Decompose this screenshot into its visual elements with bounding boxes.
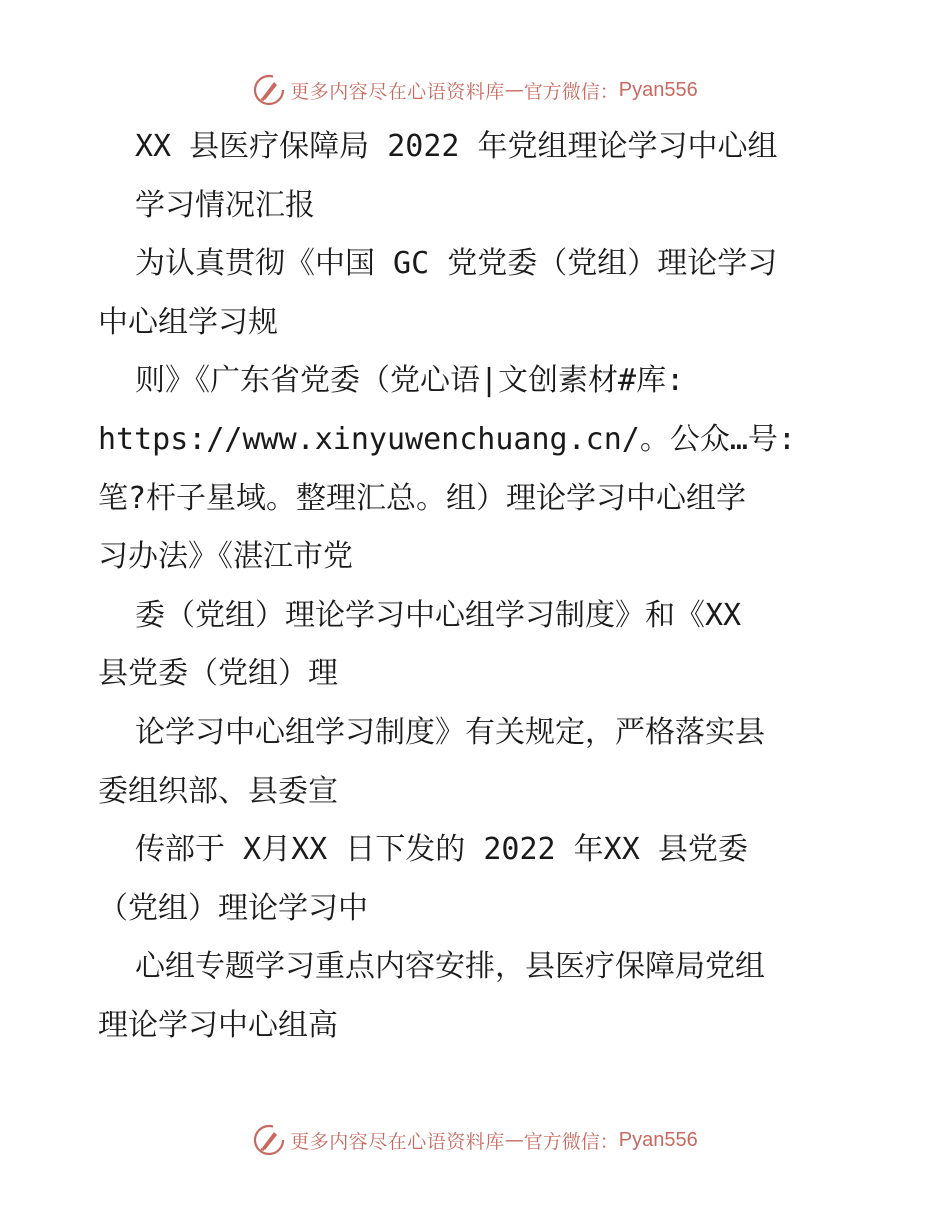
quill-logo-icon [252, 73, 286, 107]
watermark-wechat-label: 官方微信： [523, 1130, 619, 1153]
header-watermark [0, 70, 950, 110]
body-line: 县党委（党组）理 [98, 656, 338, 692]
body-line: 委（党组）理论学习中心组学习制度》和《XX [135, 597, 742, 633]
title-line-2: 学习情况汇报 [135, 187, 315, 223]
watermark-separator: — [504, 79, 524, 101]
body-line: （党组）理论学习中 [98, 890, 368, 926]
body-line: 论学习中心组学习制度》有关规定，严格落实县 [135, 714, 765, 750]
body-line: 心组专题学习重点内容安排，县医疗保障局党组 [135, 949, 765, 985]
body-line: 传部于 X月XX 日下发的 2022 年XX 县党委 [135, 832, 748, 868]
watermark-text: 更多内容尽在心语资料库 [290, 1130, 505, 1153]
document-body [98, 118, 858, 1056]
body-line: https://www.xinyuwenchuang.cn/。公众…号: [98, 421, 796, 457]
body-line: 为认真贯彻《中国 GC 党党委（党组）理论学习 [135, 246, 778, 282]
watermark-separator: — [504, 1129, 524, 1151]
body-line: 中心组学习规 [98, 304, 278, 340]
body-line: 委组织部、县委宣 [98, 773, 338, 809]
title-line-1: XX 县医疗保障局 2022 年党组理论学习中心组 [135, 129, 778, 164]
body-line: 习办法》《湛江市党 [98, 539, 353, 575]
watermark-text: 更多内容尽在心语资料库 [290, 80, 505, 103]
watermark-wechat-label: 官方微信： [523, 80, 619, 103]
footer-watermark [0, 1120, 950, 1160]
body-line: 理论学习中心组高 [98, 1007, 338, 1043]
watermark-handle: Pyan556 [618, 1128, 698, 1151]
body-line: 则》《广东省党委（党心语|文创素材#库: [135, 363, 685, 399]
body-line: 笔?杆子星域。整理汇总。组）理论学习中心组学 [98, 480, 747, 516]
watermark-handle: Pyan556 [618, 78, 698, 101]
quill-logo-icon [252, 1123, 286, 1157]
